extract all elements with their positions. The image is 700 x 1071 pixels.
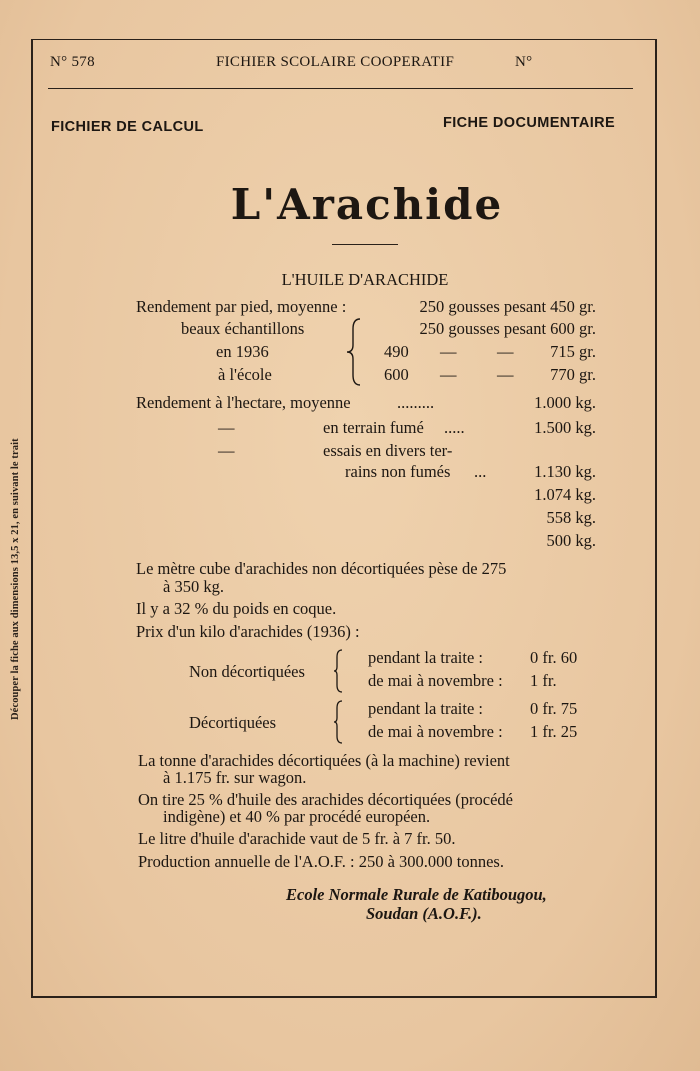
brace-icon — [332, 699, 346, 745]
more-fact-line-2: à 1.175 fr. sur wagon. — [163, 768, 307, 787]
nd-line-2-label: de mai à novembre : — [368, 671, 503, 690]
more-fact-line-3: On tire 25 % d'huile des arachides décortiquées (procédé — [138, 790, 513, 809]
right-line-3-dash-a: — — [440, 365, 457, 384]
fact-line-4: Prix d'un kilo d'arachides (1936) : — [136, 622, 360, 641]
signature-line-2: Soudan (A.O.F.). — [366, 904, 482, 923]
rendement-pied-value: 250 gousses pesant 450 gr. — [419, 297, 596, 316]
essais-value-3: 558 kg. — [546, 508, 596, 527]
page-title: L'Arachide — [230, 180, 504, 229]
essais-dots: ... — [474, 462, 487, 481]
publisher-name: FICHIER SCOLAIRE COOPERATIF — [216, 54, 455, 70]
hectare-dots: ......... — [397, 393, 435, 412]
fact-line-1: Le mètre cube d'arachides non décortiquées pèse de 275 — [136, 559, 507, 578]
nd-line-2-price: 1 fr. — [530, 671, 557, 690]
rendement-hectare-label: Rendement à l'hectare, moyenne — [136, 393, 351, 412]
left-line-3: à l'école — [218, 365, 272, 384]
right-line-2-count: 490 — [384, 342, 409, 361]
hectare-value: 1.000 kg. — [534, 393, 596, 412]
essais-line-2: rains non fumés — [345, 462, 451, 481]
nd-line-1-price: 0 fr. 60 — [530, 648, 578, 667]
card-number-right: N° — [515, 54, 533, 70]
right-line-2-dash-a: — — [440, 342, 457, 361]
more-fact-line-5: Le litre d'huile d'arachide vaut de 5 fr. à 7 fr. 50. — [138, 829, 456, 848]
d-line-2-label: de mai à novembre : — [368, 722, 503, 741]
right-line-3-dash-b: — — [497, 365, 514, 384]
rendement-pied-label: Rendement par pied, moyenne : — [136, 297, 347, 316]
nd-line-1-label: pendant la traite : — [368, 648, 483, 667]
subheader-right: FICHE DOCUMENTAIRE — [443, 115, 616, 131]
non-decortiquees-label: Non décortiquées — [189, 662, 305, 681]
brace-icon — [332, 648, 346, 694]
more-fact-line-4: indigène) et 40 % par procédé européen. — [163, 807, 431, 826]
more-fact-line-1: La tonne d'arachides décortiquées (à la machine) revient — [138, 751, 510, 770]
fume-label: en terrain fumé — [323, 418, 424, 437]
brace-icon — [344, 317, 366, 387]
cutting-instruction: Découper la fiche aux dimensions 13,5 x 21, en suivant le trait — [10, 438, 21, 720]
left-line-1: beaux échantillons — [181, 319, 305, 338]
d-line-1-label: pendant la traite : — [368, 699, 483, 718]
section-title: L'HUILE D'ARACHIDE — [281, 270, 449, 289]
essais-value-1: 1.130 kg. — [534, 462, 596, 481]
d-line-2-price: 1 fr. 25 — [530, 722, 578, 741]
more-fact-line-6: Production annuelle de l'A.O.F. : 250 à 300.000 tonnes. — [138, 852, 504, 871]
decortiquees-label: Décortiquées — [189, 713, 277, 732]
fact-line-2: à 350 kg. — [163, 577, 224, 596]
fact-line-3: Il y a 32 % du poids en coque. — [136, 599, 337, 618]
fume-value: 1.500 kg. — [534, 418, 596, 437]
essais-value-4: 500 kg. — [546, 531, 596, 550]
header-rule — [48, 88, 633, 89]
title-rule — [332, 244, 398, 245]
signature-line-1: Ecole Normale Rurale de Katibougou, — [286, 885, 547, 904]
right-line-3-value: 770 gr. — [550, 365, 596, 384]
right-line-3-count: 600 — [384, 365, 409, 384]
essais-value-2: 1.074 kg. — [534, 485, 596, 504]
fume-dots: ..... — [444, 418, 465, 437]
right-line-2-dash-b: — — [497, 342, 514, 361]
card-number: N° 578 — [50, 54, 95, 70]
right-line-1: 250 gousses pesant 600 gr. — [419, 319, 596, 338]
d-line-1-price: 0 fr. 75 — [530, 699, 578, 718]
left-line-2: en 1936 — [216, 342, 269, 361]
right-line-2-value: 715 gr. — [550, 342, 596, 361]
essais-line-1: essais en divers ter- — [323, 441, 453, 460]
dash-fume: — — [218, 418, 235, 437]
subheader-left: FICHIER DE CALCUL — [51, 119, 204, 135]
dash-essais: — — [218, 441, 235, 460]
